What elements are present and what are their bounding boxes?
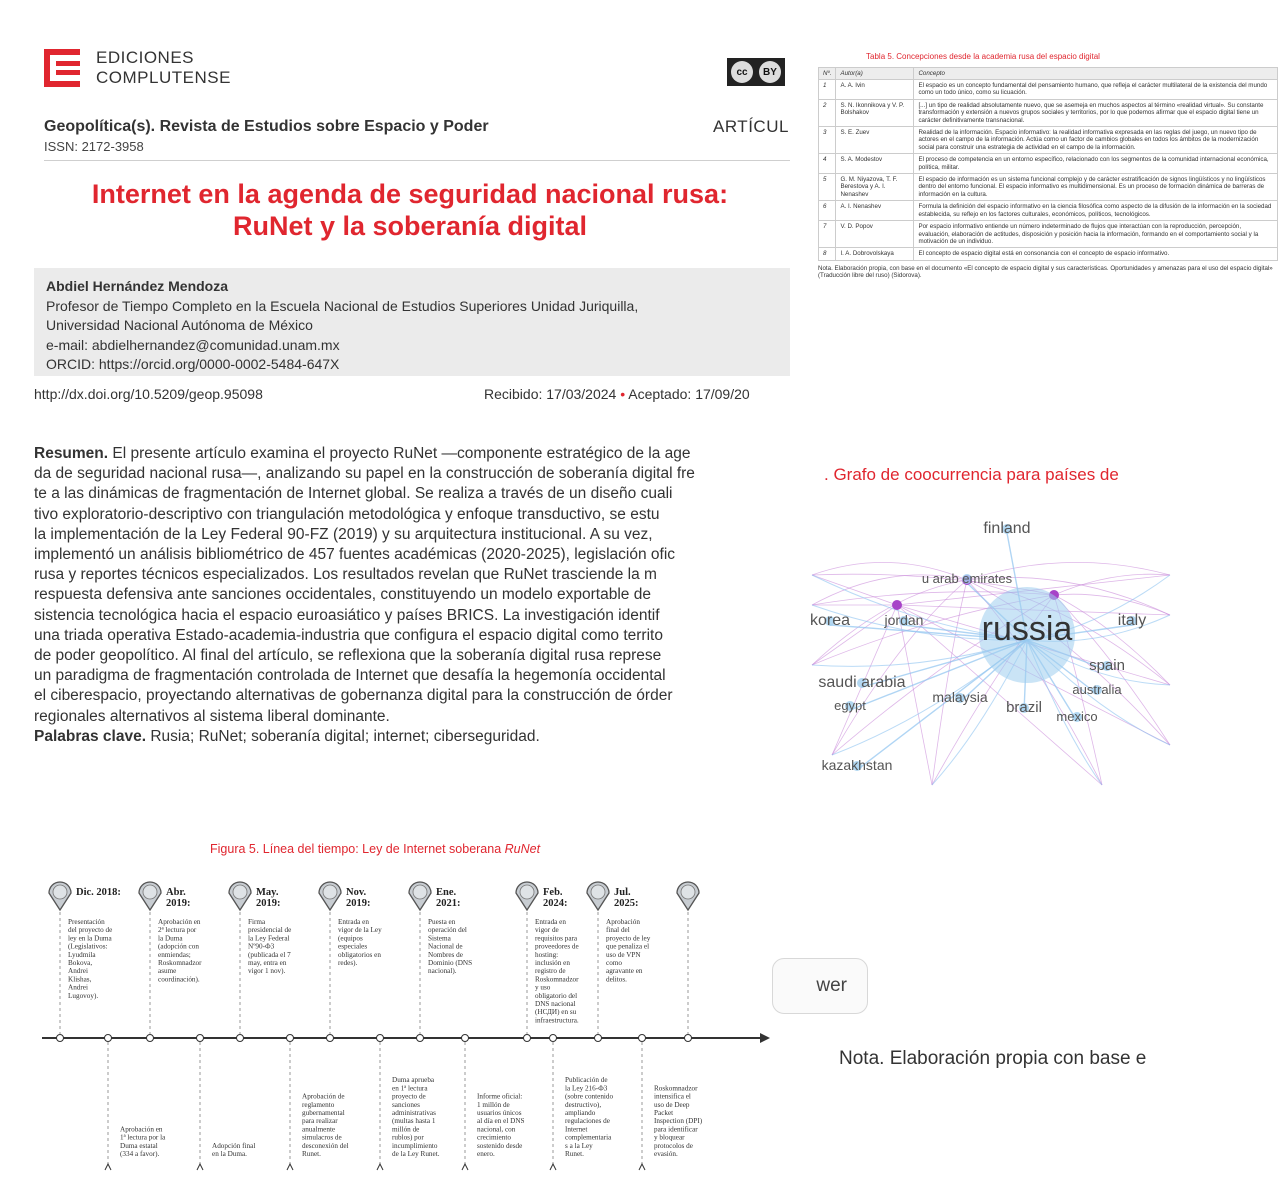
cell-concept: El espacio de información es un sistema funcional complejo y de carácter estratificación de signos lingüísticos y no lingüísticos dentro del entorno funcional. El espacio informativo es multidimensional. Es un proceso de formación dinámica de barreras de información en la cultura. bbox=[914, 174, 1278, 201]
timeline-event-date: Jul. bbox=[614, 887, 631, 898]
timeline-event-date: Feb. bbox=[543, 887, 563, 898]
concepts-table bbox=[818, 67, 1278, 261]
received-date: Recibido: 17/03/2024 bbox=[484, 386, 617, 402]
map-pin-icon bbox=[681, 885, 695, 899]
table-row bbox=[819, 80, 1278, 100]
caret-up-icon bbox=[462, 1164, 468, 1170]
timeline-event-date: Ene. bbox=[436, 887, 457, 898]
table-row bbox=[819, 221, 1278, 248]
abstract-line: rusa y reportes técnicos especializados. Los resultados revelan que RuNet trasciende la m bbox=[34, 566, 657, 584]
abstract-label: Resumen. bbox=[34, 445, 109, 462]
map-pin-icon bbox=[233, 885, 247, 899]
abstract-line: Resumen. El presente artículo examina el proyecto RuNet —componente estratégico de la age bbox=[34, 445, 691, 462]
graph-caption: . Grafo de coocurrencia para países de bbox=[824, 465, 1119, 484]
graph-node-label: russia bbox=[981, 610, 1073, 648]
timeline-node bbox=[417, 1035, 424, 1042]
cell-number: 5 bbox=[819, 174, 836, 201]
abstract-line: da de seguridad nacional rusa—, analizando su papel en la construcción de soberanía digital fre bbox=[34, 465, 695, 483]
cell-author: G. M. Niyazova, T. F. Berestova y A. I. Nenashev bbox=[836, 174, 914, 201]
map-pin-icon bbox=[323, 885, 337, 899]
cc-license-badge bbox=[727, 58, 785, 86]
abstract-line: respuesta defensiva ante sanciones occidentales, constituyendo un modelo exportable de bbox=[34, 586, 651, 604]
graph-node-label: korea bbox=[809, 612, 851, 629]
timeline-event-text: Duma aprueba en 1ª lectura proyecto de sanciones administrativas (multas hasta 1 millón de rublos) por incumplimiento de la Ley Runet. bbox=[392, 1076, 440, 1158]
timeline-node bbox=[57, 1035, 64, 1042]
timeline-node bbox=[327, 1035, 334, 1042]
map-pin-icon bbox=[53, 885, 67, 899]
cooccurrence-graph bbox=[809, 455, 1170, 785]
cell-concept: El proceso de competencia en un entorno específico, relacionado con los segmentos de la comunidad internacional económica, política, militar. bbox=[914, 154, 1278, 174]
cell-number: 4 bbox=[819, 154, 836, 174]
abstract-line: regionales alternativos al sistema liberal dominante. bbox=[34, 707, 390, 725]
abstract-line: la implementación de la Ley Federal 90-FZ (2019) y su arquitectura institucional. A su vez, bbox=[34, 525, 653, 543]
article-title bbox=[30, 178, 790, 242]
map-pin-icon bbox=[143, 885, 157, 899]
timeline-node bbox=[462, 1035, 469, 1042]
timeline-event-date: 2019: bbox=[256, 898, 281, 909]
cell-author: S. A. Modestov bbox=[836, 154, 914, 174]
timeline-node bbox=[147, 1035, 154, 1042]
table-note: Nota. Elaboración propia, con base en el documento «El concepto de espacio digital y sus características. Oportunidades y amenazas para el uso del espacio digital» (Traducción libre del ruso) (Sidorova). bbox=[818, 264, 1273, 280]
timeline-event-date: 2024: bbox=[543, 898, 568, 909]
timeline-event-text: Entrada en vigor de requisitos para proveedores de hosting: inclusión en registro de Roskomnadzor y uso obligatorio del DNS nacional (НСДИ) en su infraestructura. bbox=[535, 918, 579, 1025]
title-line-2: RuNet y la soberanía digital bbox=[232, 211, 588, 241]
journal-name: Geopolítica(s). Revista de Estudios sobre Espacio y Poder bbox=[44, 118, 489, 135]
table-row bbox=[819, 174, 1278, 201]
timeline-event-date: 2025: bbox=[614, 898, 639, 909]
cell-author: S. N. Ikonnikova y V. P. Bolshakov bbox=[836, 99, 914, 126]
author-info-box bbox=[34, 268, 790, 376]
timeline-event-date: 2021: bbox=[436, 898, 461, 909]
caret-up-icon bbox=[550, 1164, 556, 1170]
graph-hub-node bbox=[892, 600, 902, 610]
timeline-event-date: 2019: bbox=[166, 898, 191, 909]
cell-concept: El concepto de espacio digital está en consonancia con el concepto de espacio informativo. bbox=[914, 248, 1278, 260]
timeline-node bbox=[639, 1035, 646, 1042]
doi-link[interactable]: http://dx.doi.org/10.5209/geop.95098 bbox=[34, 386, 263, 402]
table-row bbox=[819, 248, 1278, 260]
table-row bbox=[819, 154, 1278, 174]
caret-up-icon bbox=[377, 1164, 383, 1170]
timeline-event-text: Adopción final en la Duma. bbox=[212, 1141, 256, 1158]
timeline-node bbox=[524, 1035, 531, 1042]
timeline-event-text: Publicación de la Ley 216-Ф3 (sobre contenido destructivo), ampliando regulaciones de Internet complementaria s a la Ley Runet. bbox=[565, 1076, 614, 1158]
paper-front-page bbox=[0, 0, 790, 800]
timeline-event-text: Entrada en vigor de la Ley (equipos especiales obligatorios en redes). bbox=[338, 918, 382, 967]
timeline-node bbox=[550, 1035, 557, 1042]
author-email[interactable]: e-mail: abdielhernandez@comunidad.unam.mx bbox=[46, 336, 340, 353]
publisher-logo bbox=[44, 48, 231, 88]
graph-node-label: egypt bbox=[834, 698, 866, 713]
abstract-line: sistencia tecnológica hacia el espacio euroasiático y países BRICS. La investigación identif bbox=[34, 606, 660, 624]
cell-author: S. E. Zuev bbox=[836, 127, 914, 154]
timeline-event-text: Presentación del proyecto de ley en la Duma (Legislativos: Lyudmila Bokova, Andrei Klishas, Andrei Lugovoy). bbox=[68, 918, 113, 1000]
cell-number: 6 bbox=[819, 201, 836, 221]
fragment-note: Nota. Elaboración propia con base e bbox=[839, 1048, 1147, 1069]
timeline-arrow-icon bbox=[760, 1033, 770, 1043]
abstract-line: implementó un análisis bibliométrico de 457 fuentes académicas (2020-2025), legislación ofic bbox=[34, 546, 676, 564]
keywords-label: Palabras clave. bbox=[34, 727, 147, 745]
timeline-event-text: Aprobación en 2ª lectura por la Duma (adopción con enmiendas; Roskomnadzor asume coordinación). bbox=[158, 918, 202, 984]
abstract-line: de poder geopolítico. Al final del artículo, se reflexiona que la soberanía digital rusa represe bbox=[34, 647, 662, 665]
cc-icon: cc bbox=[731, 61, 753, 83]
timeline-node bbox=[197, 1035, 204, 1042]
abstract-line: el ciberespacio, proyectando alternativas de gobernanza digital para la construcción de órder bbox=[34, 687, 673, 705]
article-type: ARTÍCUL bbox=[713, 117, 789, 136]
timeline-node bbox=[595, 1035, 602, 1042]
graph-edge bbox=[812, 575, 897, 605]
cropped-fragment bbox=[812, 950, 1170, 1080]
graph-node-label: u arab emirates bbox=[921, 571, 1013, 586]
caret-up-icon bbox=[639, 1164, 645, 1170]
header-concept: Concepto bbox=[914, 68, 1278, 80]
graph-node-label: finland bbox=[983, 520, 1031, 537]
cell-author: A. I. Nenashev bbox=[836, 201, 914, 221]
affiliation-line-2: Universidad Nacional Autónoma de México bbox=[46, 317, 313, 333]
keywords: Palabras clave. Rusia; RuNet; soberanía digital; internet; ciberseguridad. bbox=[34, 727, 540, 745]
cell-number: 2 bbox=[819, 99, 836, 126]
timeline-event-date: Abr. bbox=[166, 887, 186, 898]
author-name: Abdiel Hernández Mendoza bbox=[46, 278, 229, 294]
cell-number: 3 bbox=[819, 127, 836, 154]
map-pin-icon bbox=[520, 885, 534, 899]
timeline-event-text: Firma presidencial de la Ley Federal Nº90-Ф3 (publicada el 7 may, entra en vigor 1 nov). bbox=[248, 918, 292, 976]
timeline-chart bbox=[30, 838, 790, 1178]
graph-node-label: italy bbox=[1117, 612, 1147, 629]
map-pin-icon bbox=[413, 885, 427, 899]
cell-concept: Formula la definición del espacio informativo en la ciencia filosófica como aspecto de la difusión de la información en la sociedad establecida, su reflejo en los factores culturales, económicos, políticos, tecnológicos. bbox=[914, 201, 1278, 221]
table-row bbox=[819, 201, 1278, 221]
cooccurrence-graph-panel bbox=[809, 455, 1170, 785]
graph-node-label: kazakhstan bbox=[821, 757, 893, 773]
author-orcid[interactable]: ORCID: https://orcid.org/0000-0002-5484-647X bbox=[46, 356, 340, 372]
issn: ISSN: 2172-3958 bbox=[44, 139, 144, 154]
table-row bbox=[819, 127, 1278, 154]
timeline-caption-italic: RuNet bbox=[504, 842, 541, 856]
cell-author: I. A. Dobrovolskaya bbox=[836, 248, 914, 260]
affiliation-line-1: Profesor de Tiempo Completo en la Escuela Nacional de Estudios Superiores Unidad Juriquilla, bbox=[46, 297, 639, 314]
abstract-line: te a las dinámicas de fragmentación de Internet global. Se realiza a través de un diseño cuali bbox=[34, 485, 673, 503]
cell-concept: Realidad de la información. Espacio informativo: la realidad informativa expresada en las reglas del juego, un nuevo tipo de actores en el campo de la información. Actúa como un factor de cambios globales en todos los ámbitos de la modernización social para construir una estrategia de actividad en el campo de la información. bbox=[914, 127, 1278, 154]
timeline-caption-text: Figura 5. Línea del tiempo: Ley de Internet soberana bbox=[210, 842, 505, 856]
timeline-event-date: Nov. bbox=[346, 887, 367, 898]
title-line-1: Internet en la agenda de seguridad nacional rusa: bbox=[91, 179, 729, 209]
cell-number: 8 bbox=[819, 248, 836, 260]
abstract-line: un paradigma de fragmentación controlada de Internet que desafía la hegemonía occidental bbox=[34, 667, 666, 685]
abstract bbox=[34, 444, 824, 747]
cell-author: V. D. Popov bbox=[836, 221, 914, 248]
timeline-event-text: Aprobación de reglamento gubernamental para realizar anualmente simulacros de desconexión del Runet. bbox=[302, 1092, 349, 1158]
timeline-event-date: May. bbox=[256, 887, 279, 898]
table-row bbox=[819, 99, 1278, 126]
graph-node-label: saudi arabia bbox=[818, 674, 906, 691]
graph-node-label: spain bbox=[1089, 657, 1125, 674]
timeline-event-date: Dic. 2018: bbox=[76, 887, 121, 898]
caret-up-icon bbox=[287, 1164, 293, 1170]
table-header-row bbox=[819, 68, 1278, 80]
timeline-event-text: Puesta en operación del Sistema Nacional de Nombres de Dominio (DNS nacional). bbox=[428, 918, 473, 976]
timeline-event-text: Informe oficial: 1 millón de usuarios únicos al día en el DNS nacional, con crecimiento sostenido desde enero. bbox=[477, 1092, 525, 1158]
publisher-logo-icon bbox=[44, 49, 80, 87]
abstract-line: una triada operativa Estado-academia-industria que configura el espacio digital como territo bbox=[34, 626, 663, 644]
graph-node-label: jordan bbox=[884, 612, 924, 628]
timeline-node bbox=[685, 1035, 692, 1042]
timeline-event-text: Aprobación final del proyecto de ley que penaliza el uso de VPN como agravante en delitos. bbox=[606, 918, 651, 984]
header-number: Nº. bbox=[819, 68, 836, 80]
abstract-line: tivo exploratorio-descriptivo con triangulación metodológica y enfoque transductivo, se estu bbox=[34, 505, 660, 523]
power-button[interactable]: wer bbox=[772, 958, 868, 1014]
caret-up-icon bbox=[197, 1164, 203, 1170]
accepted-date: Aceptado: 17/09/20 bbox=[628, 386, 750, 402]
timeline-node bbox=[105, 1035, 112, 1042]
cell-author: A. A. Ivin bbox=[836, 80, 914, 100]
graph-node-label: malaysia bbox=[932, 689, 988, 705]
timeline-event-date: 2019: bbox=[346, 898, 371, 909]
cell-concept: El espacio es un concepto fundamental del pensamiento humano, que refleja el carácter multilateral de la existencia del mundo como un todo único, como su licuación. bbox=[914, 80, 1278, 100]
header-divider bbox=[44, 160, 790, 161]
graph-node-label: brazil bbox=[1006, 699, 1042, 716]
concepts-table-panel bbox=[818, 48, 1273, 388]
publisher-name-line1: EDICIONES bbox=[96, 48, 195, 67]
timeline-figure bbox=[30, 838, 790, 1178]
timeline-event-text: Aprobación en 1ª lectura por la Duma estatal (334 a favor). bbox=[120, 1125, 166, 1158]
header-author: Autor(a) bbox=[836, 68, 914, 80]
timeline-node bbox=[287, 1035, 294, 1042]
cell-number: 7 bbox=[819, 221, 836, 248]
caret-up-icon bbox=[105, 1164, 111, 1170]
graph-node-label: australia bbox=[1072, 682, 1122, 697]
publisher-name-line2: COMPLUTENSE bbox=[96, 68, 231, 87]
table-caption: Tabla 5. Concepciones desde la academia rusa del espacio digital bbox=[866, 52, 1100, 61]
date-separator-icon: • bbox=[620, 386, 629, 402]
timeline-event-text: Roskomnadzor intensifica el uso de Deep Packet Inspection (DPI) para identificar y bloquear protocolos de evasión. bbox=[654, 1084, 703, 1158]
map-pin-icon bbox=[591, 885, 605, 899]
timeline-node bbox=[377, 1035, 384, 1042]
cell-concept: [...] un tipo de realidad absolutamente nuevo, que se asemeja en muchos aspectos al término «realidad virtual». Su constante transformación y extensión a nuevos grupos sociales y territorios, por lo que podemos afirmar que el espacio digital tiene un carácter definitivamente transnacional. bbox=[914, 99, 1278, 126]
by-icon: BY bbox=[759, 61, 781, 83]
submission-dates bbox=[484, 386, 750, 402]
cell-number: 1 bbox=[819, 80, 836, 100]
cell-concept: Por espacio informativo entiende un número indeterminado de flujos que interactúan con la reproducción, percepción, evaluación, elaboración de actitudes, disposición y posición hacia la información, formando en el comportamiento social y la motivación de un individuo. bbox=[914, 221, 1278, 248]
timeline-node bbox=[237, 1035, 244, 1042]
graph-node-label: mexico bbox=[1056, 709, 1098, 724]
